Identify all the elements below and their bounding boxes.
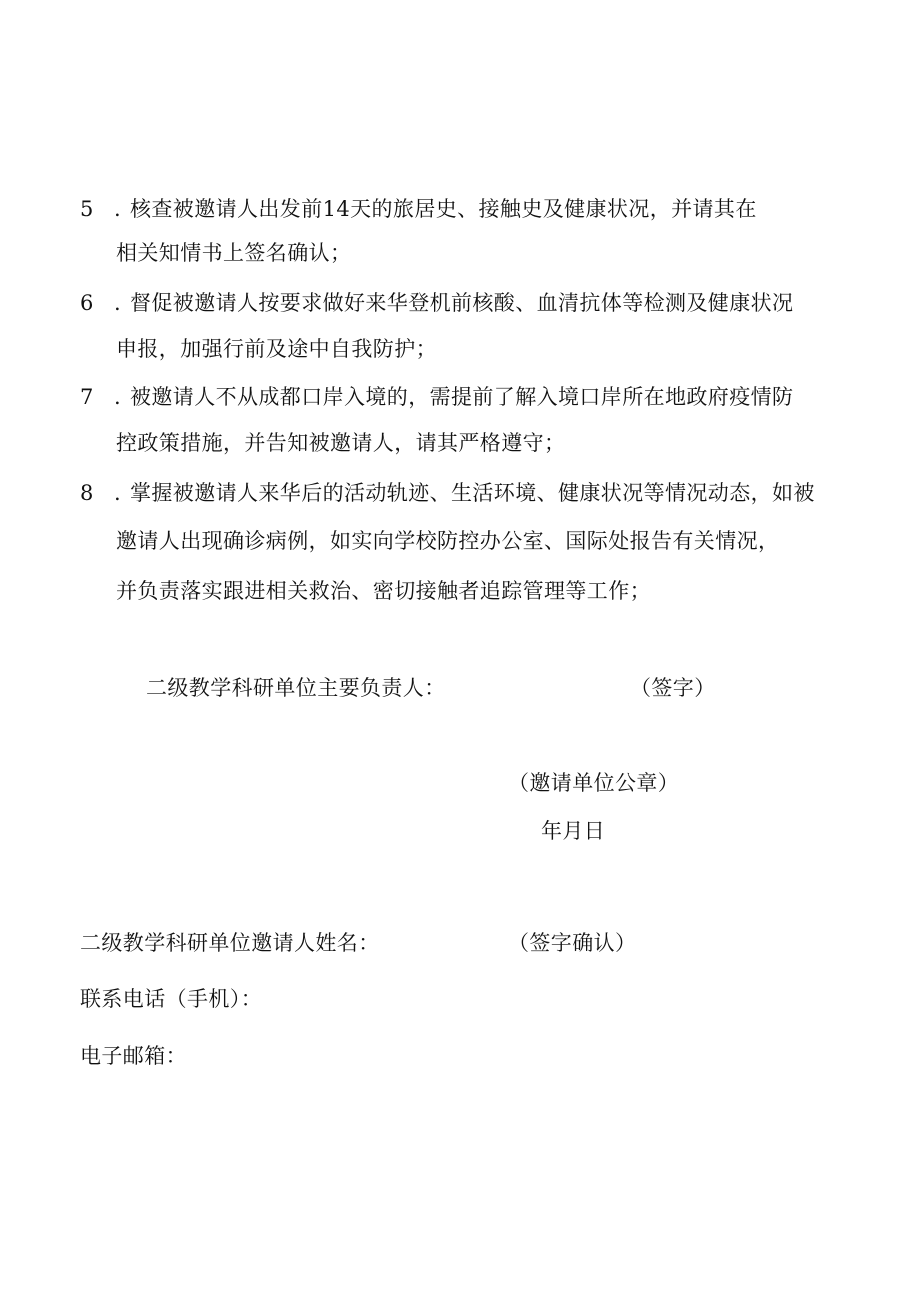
item-8-text-1: 掌握被邀请人来华后的活动轨迹、生活环境、健康状况等情况动态，如被 [130, 481, 815, 505]
item-8-line-2 [116, 526, 779, 556]
item-7-separator: . [114, 385, 122, 409]
inviter-sign-note: （签字确认） [508, 931, 637, 955]
item-6-separator: . [114, 291, 122, 315]
head-signature-label: 二级教学科研单位主要负责人： [146, 676, 446, 700]
item-5-line-1 [80, 194, 757, 224]
item-8-line-1 [80, 478, 815, 508]
head-signature-note: （签字） [630, 676, 716, 700]
inviter-name-label: 二级教学科研单位邀请人姓名： [80, 931, 380, 955]
item-6-number: 6 [80, 291, 94, 315]
item-8-line-3 [116, 576, 651, 606]
item-6-text-2: 申报，加强行前及途中自我防护； [116, 337, 437, 361]
item-8-text-3: 并负责落实跟进相关救治、密切接触者追踪管理等工作； [116, 579, 651, 603]
item-7-number: 7 [80, 385, 94, 409]
phone-label: 联系电话（手机）： [80, 987, 263, 1011]
email-label: 电子邮箱： [80, 1044, 187, 1068]
item-6-text-1: 督促被邀请人按要求做好来华登机前核酸、血清抗体等检测及健康状况 [130, 291, 794, 315]
item-5-text-2: 相关知情书上签名确认； [116, 241, 352, 265]
item-5-line-2 [116, 238, 351, 268]
item-7-line-1 [80, 382, 793, 412]
item-5-separator: . [114, 197, 122, 221]
item-5-text-1: 核查被邀请人出发前14天的旅居史、接触史及健康状况，并请其在 [130, 197, 757, 221]
item-7-text-2: 控政策措施，并告知被邀请人，请其严格遵守； [116, 431, 566, 455]
item-6-line-2 [116, 334, 437, 364]
item-6-line-1 [80, 288, 793, 318]
item-5-number: 5 [80, 197, 94, 221]
date-label: 年月日 [541, 819, 606, 843]
item-7-line-2 [116, 428, 565, 458]
item-8-text-2: 邀请人出现确诊病例，如实向学校防控办公室、国际处报告有关情况， [116, 529, 780, 553]
seal-note: （邀请单位公章） [508, 771, 680, 795]
item-7-text-1: 被邀请人不从成都口岸入境的，需提前了解入境口岸所在地政府疫情防 [130, 385, 794, 409]
item-8-separator: . [114, 481, 122, 505]
item-8-number: 8 [80, 481, 94, 505]
